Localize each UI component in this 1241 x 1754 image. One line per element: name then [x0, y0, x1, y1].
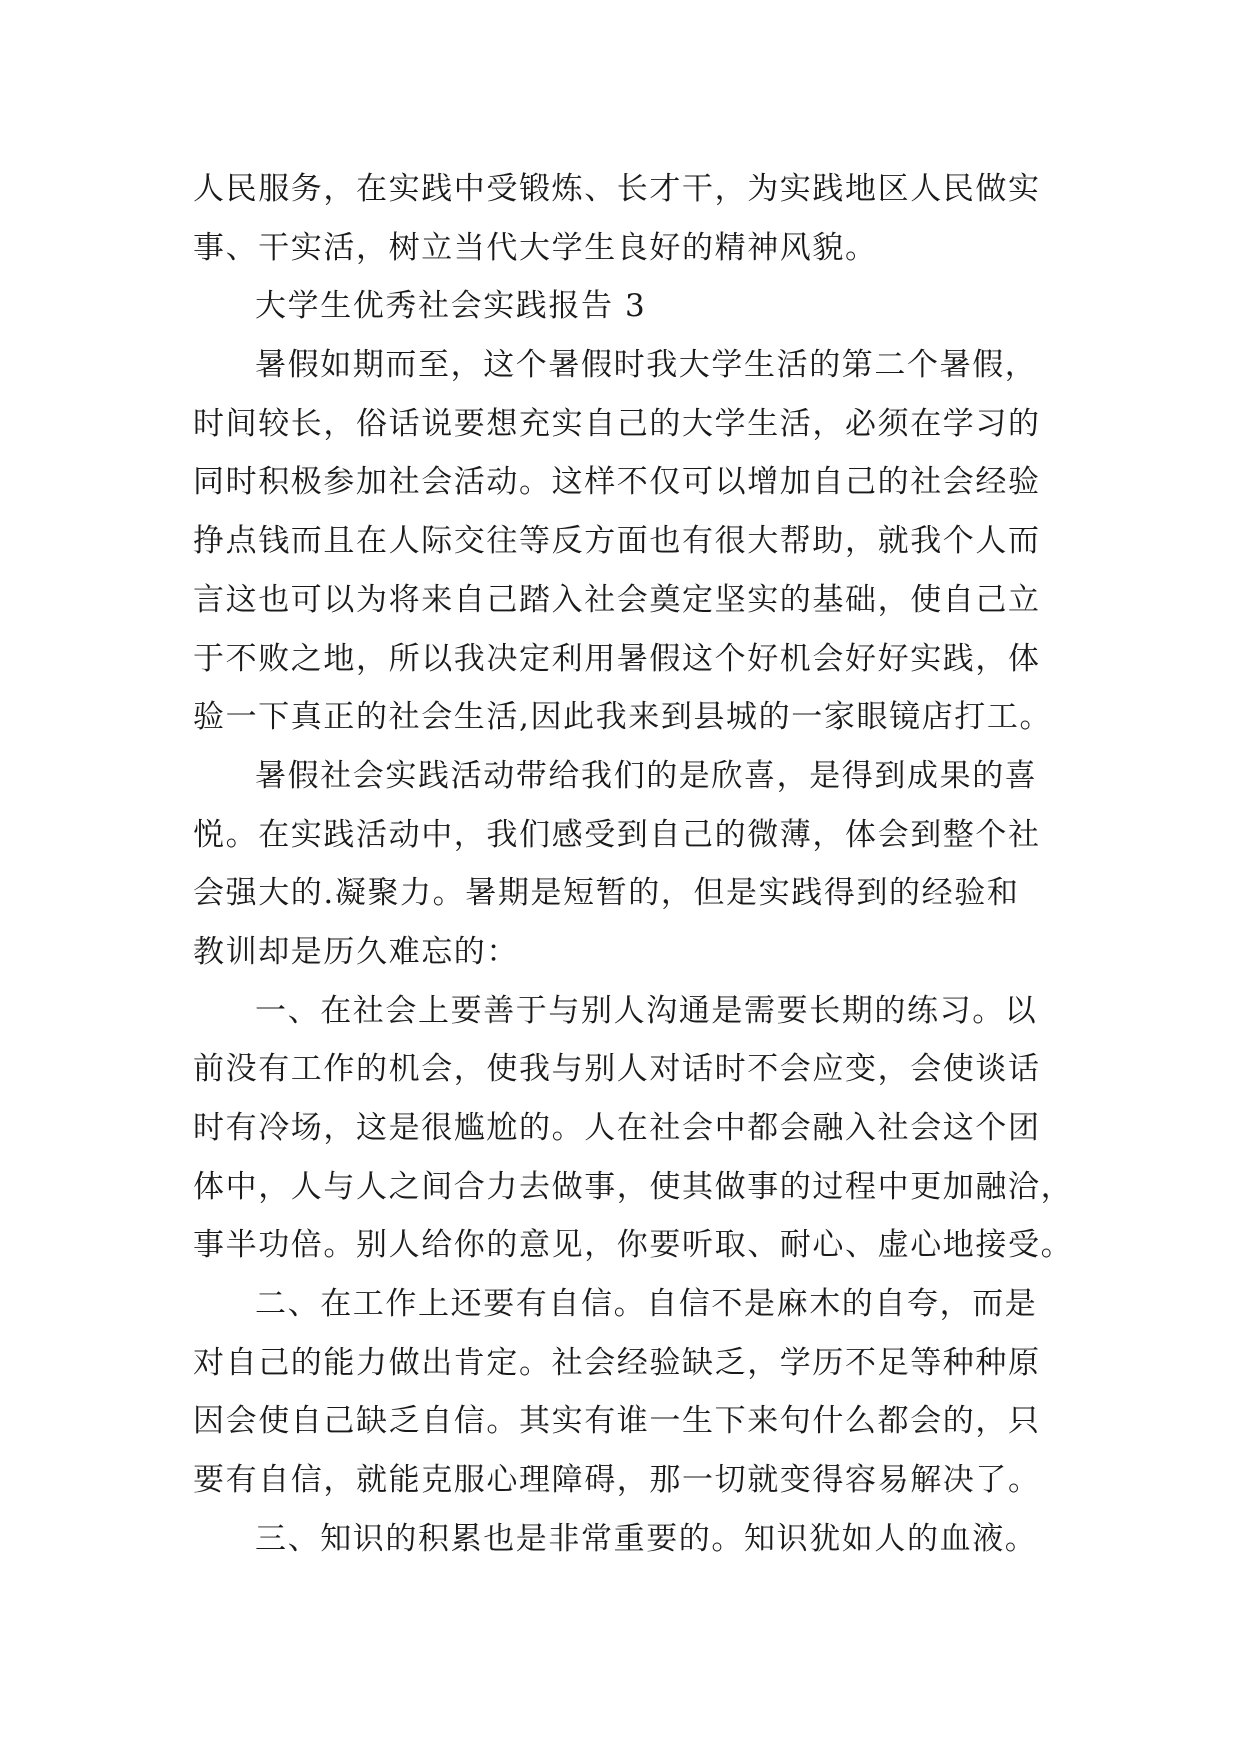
text-line: 时间较长，俗话说要想充实自己的大学生活，必须在学习的 — [193, 405, 1041, 442]
text-line: 言这也可以为将来自己踏入社会奠定坚实的基础，使自己立 — [193, 581, 1041, 618]
text-line: 暑假如期而至，这个暑假时我大学生活的第二个暑假， — [255, 347, 1038, 384]
text-line: 前没有工作的机会，使我与别人对话时不会应变，会使谈话 — [193, 1051, 1041, 1088]
text-line: 教训却是历久难忘的： — [193, 933, 519, 970]
document-body — [193, 160, 1074, 1569]
text-line: 会强大的.凝聚力。暑期是短暂的，但是实践得到的经验和 — [193, 875, 1020, 912]
text-line: 事、干实活，树立当代大学生良好的精神风貌。 — [193, 229, 878, 266]
text-line: 悦。在实践活动中，我们感受到自己的微薄，体会到整个社 — [193, 816, 1041, 853]
text-line: 要有自信，就能克服心理障碍，那一切就变得容易解决了。 — [193, 1462, 1041, 1499]
text-line: 因会使自己缺乏自信。其实有谁一生下来句什么都会的，只 — [193, 1403, 1041, 1440]
text-line: 时有冷场，这是很尴尬的。人在社会中都会融入社会这个团 — [193, 1110, 1041, 1146]
text-line: 对自己的能力做出肯定。社会经验缺乏，学历不足等种种原 — [193, 1344, 1041, 1381]
section-heading: 大学生优秀社会实践报告 3 — [255, 288, 647, 325]
text-line: 三、知识的积累也是非常重要的。知识犹如人的血液。 — [255, 1520, 1038, 1557]
text-line: 一、在社会上要善于与别人沟通是需要长期的练习。以 — [255, 992, 1038, 1029]
text-line: 验一下真正的社会生活,因此我来到县城的一家眼镜店打工。 — [193, 699, 1053, 736]
text-line: 同时积极参加社会活动。这样不仅可以增加自己的社会经验 — [193, 464, 1041, 501]
text-line: 挣点钱而且在人际交往等反方面也有很大帮助，就我个人而 — [193, 523, 1041, 560]
text-line: 事半功倍。别人给你的意见，你要听取、耐心、虚心地接受。 — [193, 1227, 1074, 1264]
text-line: 体中，人与人之间合力去做事，使其做事的过程中更加融洽， — [193, 1168, 1074, 1205]
text-line: 人民服务，在实践中受锻炼、长才干，为实践地区人民做实 — [193, 171, 1041, 207]
text-line: 暑假社会实践活动带给我们的是欣喜，是得到成果的喜 — [255, 757, 1038, 794]
text-line: 于不败之地，所以我决定利用暑假这个好机会好好实践，体 — [193, 640, 1041, 677]
text-line: 二、在工作上还要有自信。自信不是麻木的自夸，而是 — [255, 1286, 1038, 1323]
